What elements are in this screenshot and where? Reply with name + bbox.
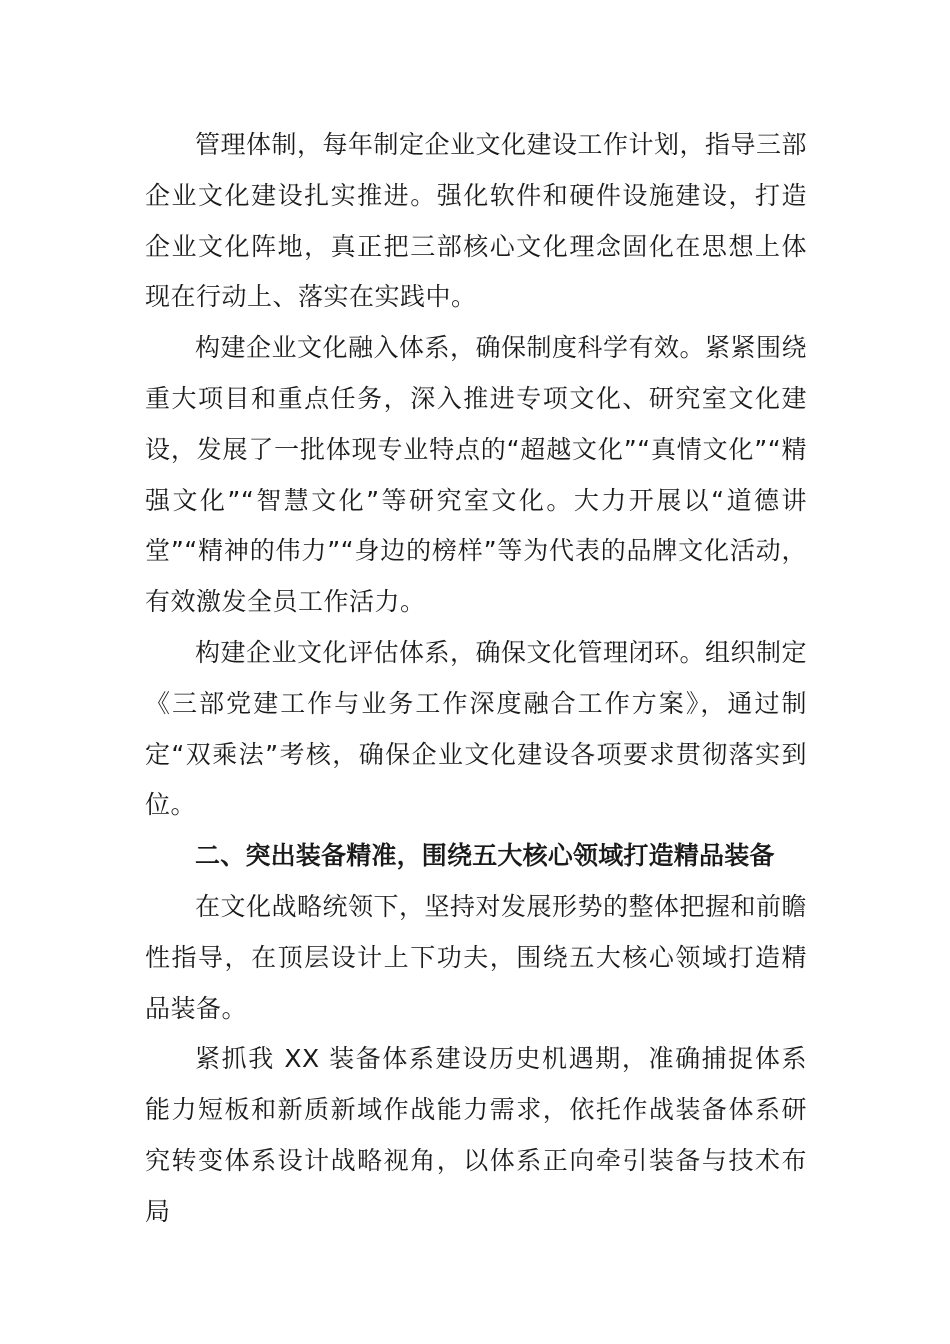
paragraph-strategy-guidance: 在文化战略统领下，坚持对发展形势的整体把握和前瞻性指导，在顶层设计上下功夫，围绕五大核心领域打造精品装备。 — [145, 891, 808, 1023]
paragraph-equipment-system: 紧抓我 XX 装备体系建设历史机遇期，准确捕捉体系能力短板和新质新域作战能力需求，依托作战装备体系研究转变体系设计战略视角，以体系正向牵引装备与技术布局 — [145, 1044, 807, 1226]
section-heading: 二、突出装备精准，围绕五大核心领域打造精品装备 — [195, 841, 775, 871]
paragraph-management-system: 管理体制，每年制定企业文化建设工作计划，指导三部企业文化建设扎实推进。强化软件和硬件设施建设，打造企业文化阵地，真正把三部核心文化理念固化在思想上体现在行动上、落实在实践中。 — [145, 130, 808, 312]
paragraph-culture-integration: 构建企业文化融入体系，确保制度科学有效。紧紧围绕重大项目和重点任务，深入推进专项文化、研究室文化建设，发展了一批体现专业特点的“超越文化”“真情文化”“精强文化”“智慧文化”等研究室文化。大力开展以“道德讲堂”“精神的伟力”“身边的榜样”等为代表的品牌文化活动，有效激发全员工作活力。 — [145, 333, 808, 617]
paragraph-culture-evaluation: 构建企业文化评估体系，确保文化管理闭环。组织制定《三部党建工作与业务工作深度融合工作方案》，通过制定“双乘法”考核，确保企业文化建设各项要求贯彻落实到位。 — [145, 637, 808, 820]
document-page — [145, 120, 807, 1238]
